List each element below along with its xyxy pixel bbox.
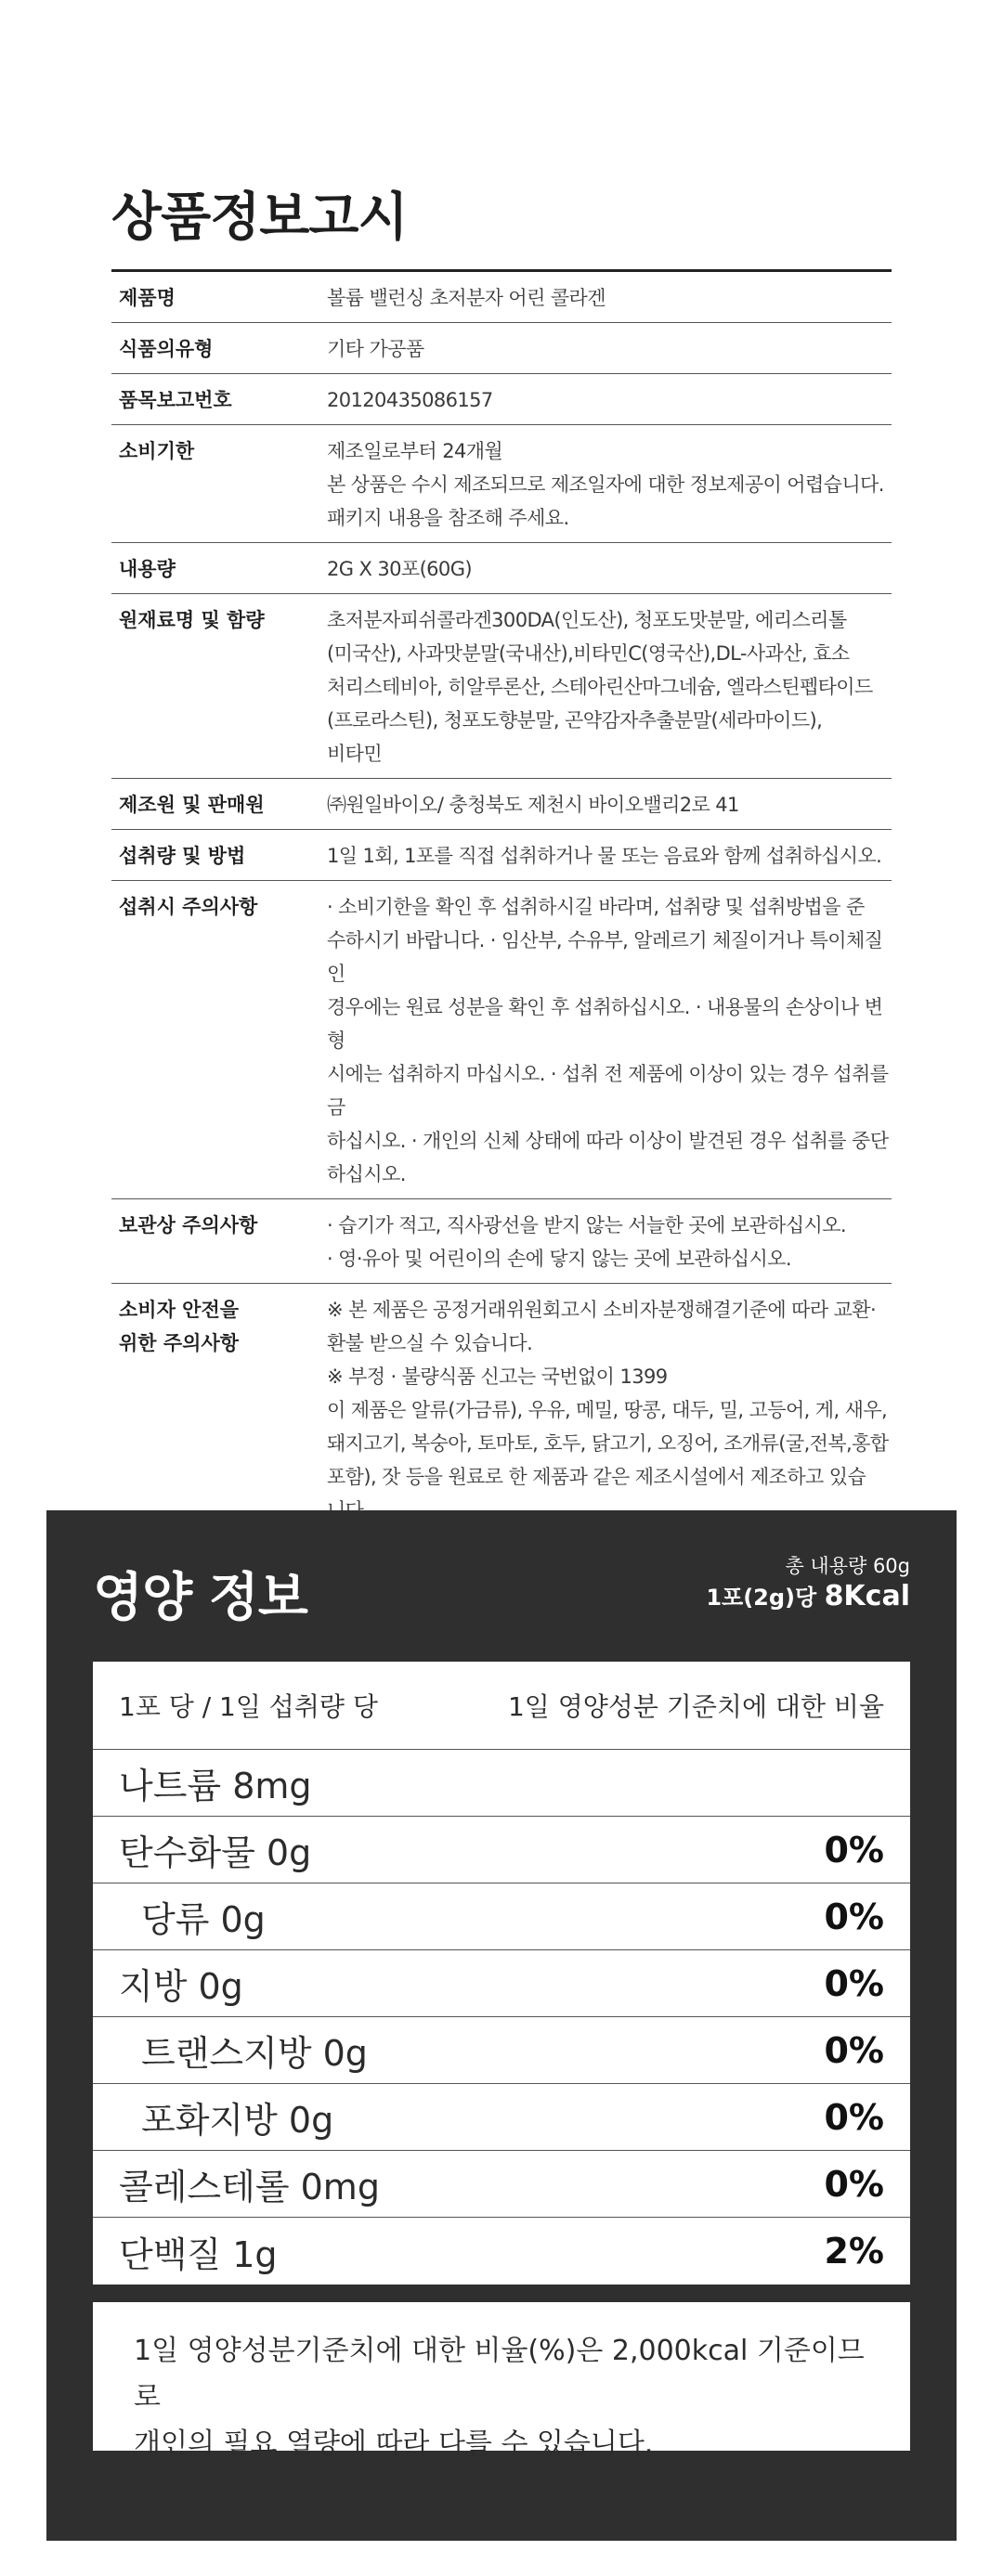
nutrient-name: 콜레스테롤 0mg [119, 2167, 380, 2207]
nutrient-name: 포화지방 0g [141, 2100, 334, 2141]
info-key: 소비기한 [119, 440, 195, 462]
nutrition-table-header [93, 1662, 910, 1750]
header-left: 1포 당 / 1일 섭취량 당 [119, 1691, 378, 1722]
per-serving-label: 1포(2g)당 [706, 1585, 817, 1611]
info-row-intake-caution [111, 881, 892, 1199]
product-info-title: 상품정보고시 [111, 188, 408, 248]
nutrient-row-sugars [93, 1883, 910, 1950]
info-row-storage-caution [111, 1199, 892, 1284]
info-value: 볼륨 밸런싱 초저분자 어린 콜라겐 [327, 287, 606, 309]
nutrient-row-fat [93, 1950, 910, 2017]
nutrition-total [706, 1552, 910, 1614]
nutrient-name: 단백질 1g [119, 2233, 278, 2275]
info-value: ※ 본 제품은 공정거래위원회고시 소비자분쟁해결기준에 따라 교환· 환불 받으실 수 있습니다. ※ 부정 · 불량식품 신고는 국번없이 1399 이 제품은 알류(가금류), 우유, 메밀, 땅콩, 대두, 밀, 고등어, 게, 새우, 돼지고기, 복숭아, 토마토, 호두, 닭고기, 오징어, 조개류(굴,전복,홍합 포함), 잣 등을 원료로 한 제품과 같은 제조시설에서 제조하고 있습 [327, 1299, 889, 1488]
info-key: 보관상 주의사항 [119, 1214, 258, 1236]
info-key: 섭취량 및 방법 [119, 845, 246, 867]
nutrient-name: 지방 0g [119, 1966, 243, 2007]
nutrition-footnote: 1일 영양성분기준치에 대한 비율(%)은 2,000kcal 기준이므로 개인의 필요 열량에 따라 다를 수 있습니다. [93, 2302, 910, 2451]
nutrient-row-trans-fat [93, 2017, 910, 2084]
info-row-consumer-safety [111, 1284, 892, 1534]
info-value: 제조일로부터 24개월 본 상품은 수시 제조되므로 제조일자에 대한 정보제공이 어렵습니다. 패키지 내용을 참조해 주세요. [327, 440, 884, 529]
info-value: 2G X 30포(60G) [327, 558, 472, 580]
info-value: 기타 가공품 [327, 338, 424, 360]
nutrition-title: 영양 정보 [93, 1568, 307, 1628]
nutrient-percent: 0% [824, 2163, 884, 2205]
info-value: · 습기가 적고, 직사광선을 받지 않는 서늘한 곳에 보관하십시오. · 영·유아 및 어린이의 손에 닿지 않는 곳에 보관하십시오. [327, 1214, 846, 1270]
info-row-contents [111, 543, 892, 594]
info-row-food-type [111, 323, 892, 374]
info-value: ㈜원일바이오/ 충청북도 제천시 바이오밸리2로 41 [327, 794, 739, 816]
nutrient-percent: 0% [824, 2029, 884, 2071]
info-key: 섭취시 주의사항 [119, 896, 258, 918]
info-row-expiry [111, 425, 892, 543]
nutrient-row-cholesterol [93, 2151, 910, 2218]
info-key: 소비자 안전을 위한 주의사항 [119, 1299, 240, 1354]
info-key: 제조원 및 판매원 [119, 794, 265, 816]
total-content: 총 내용량 60g [785, 1555, 910, 1577]
nutrient-percent: 0% [824, 1829, 884, 1871]
nutrient-percent: 0% [824, 2096, 884, 2138]
info-key: 제품명 [119, 287, 176, 309]
info-row-intake [111, 830, 892, 881]
nutrient-name: 탄수화물 0g [119, 1832, 312, 1873]
info-row-product-name [111, 272, 892, 323]
nutrition-table [93, 1662, 910, 2285]
info-row-manufacturer [111, 779, 892, 830]
info-value: 초저분자피쉬콜라겐300DA(인도산), 청포도맛분말, 에리스리톨 (미국산), 사과맛분말(국내산),비타민C(영국산),DL-사과산, 효소 처리스테비아, 히알루론산, 스테아린산마그네슘, 엘라스틴펩타이드 (프로라스틴), 청포도향분말, 곤약감자추출분말(세라마이드), 비타민 [327, 609, 873, 765]
info-value: 20120435086157 [327, 389, 493, 411]
nutrient-percent: 0% [824, 1896, 884, 1937]
product-info-table [111, 269, 892, 1534]
nutrient-row-sodium [93, 1750, 910, 1817]
nutrient-name: 트랜스지방 0g [141, 2033, 368, 2074]
nutrient-percent: 0% [824, 1962, 884, 2004]
info-row-report-number [111, 374, 892, 425]
info-key: 내용량 [119, 558, 176, 580]
calories-per-serving [706, 1580, 910, 1614]
nutrient-row-carbohydrate [93, 1817, 910, 1883]
calories-value: 8Kcal [824, 1580, 910, 1612]
info-key: 품목보고번호 [119, 389, 232, 411]
info-key: 식품의유형 [119, 338, 214, 360]
nutrient-percent: 2% [824, 2231, 884, 2272]
header-right: 1일 영양성분 기준치에 대한 비율 [507, 1691, 884, 1722]
nutrient-name: 당류 0g [141, 1899, 266, 1940]
nutrient-name: 나트륨 8mg [119, 1766, 312, 1806]
info-key: 원재료명 및 함량 [119, 609, 265, 631]
nutrient-row-saturated-fat [93, 2084, 910, 2151]
nutrition-panel-background [46, 1510, 957, 2541]
info-row-ingredients [111, 594, 892, 779]
info-value: · 소비기한을 확인 후 섭취하시길 바라며, 섭취량 및 섭취방법을 준 수하시기 바랍니다. · 임산부, 수유부, 알레르기 체질이거나 특이체질인 경우에는 원료 성분을 확인 후 섭취하십시오. · 내용물의 손상이나 변형 시에는 섭취하지 마십시오. · 섭취 전 제품에 이상이 있는 경우 섭취를 금 하십시오. · 개인의 신체 상태에 따라 이상이 발견된 경우 섭취를 중단 하십시오. [327, 896, 889, 1185]
nutrient-row-protein [93, 2218, 910, 2285]
info-value: 1일 1회, 1포를 직접 섭취하거나 물 또는 음료와 함께 섭취하십시오. [327, 845, 882, 867]
